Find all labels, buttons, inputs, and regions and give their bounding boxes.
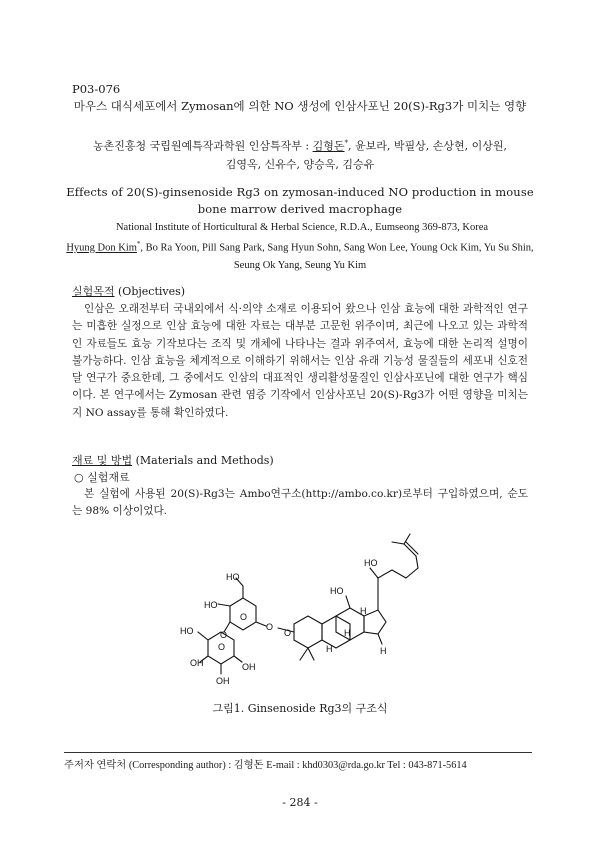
korean-other-authors: , 윤보라, 박필상, 손상현, 이상원,: [348, 139, 507, 153]
korean-authors: [62, 134, 538, 174]
label-o-link: O: [266, 622, 274, 632]
label-o-glycoside: O: [220, 630, 228, 640]
objectives-paragraph: 인삼은 오래전부터 국내외에서 식·의약 소재로 이용되어 왔으나 인삼 효능에 대한 과학적인 연구는 미흡한 실정으로 인삼 효능에 대한 자료는 대부분 고문헌 위주이며, 최근에 나오고 있는 과학적인 자료들도 효능 기작보다는 조직 및 개체에 나타나는 결과 위주여서, 효능에 대한 논리적 설명이 불가능하다. 인삼 효능을 체계적으로 이해하기 위해서는 인삼 유래 기능성 물질들의 세포내 신호전달 연구가 중요한데, 그 중에서도 인삼의 대표적인 생리활성물질인 인삼사포닌에 대한 연구가 핵심이다. 본 연구에서는 Zymosan 관련 염증 기작에서 인삼사포닌 20(S)-Rg3가 어떤 영향을 미치는지 NO assay를 통해 확인하였다.: [72, 303, 528, 419]
label-h-3: H: [326, 644, 333, 654]
english-institution: National Institute of Horticultural & Herbal Science, R.D.A., Eumseong 369-873, Korea: [115, 222, 489, 233]
materials-bullet: ○ 실험재료: [74, 471, 130, 484]
english-authors: [62, 236, 538, 274]
label-o-ring-lower: O: [218, 642, 226, 652]
materials-paragraph: 본 실험에 사용된 20(S)-Rg3는 Ambo연구소(http://ambo.co.kr)로부터 구입하였으며, 순도는 98% 이상이었다.: [72, 488, 528, 518]
label-o-aglycone: O: [284, 628, 292, 638]
korean-title: 마우스 대식세포에서 Zymosan에 의한 NO 생성에 인삼사포닌 20(S)-Rg3가 미치는 영향: [73, 99, 527, 113]
label-h-2: H: [344, 628, 351, 638]
label-oh-c: OH: [242, 662, 256, 672]
objectives-heading-korean: 실험목적: [72, 285, 115, 298]
footnote-divider: [64, 752, 532, 753]
english-other-authors: , Bo Ra Yoon, Pill Sang Park, Sang Hyun Sohn, Sang Won Lee, Young Ock Kim, Yu Su Shin, Seung Ok Yang, Seung Yu Kim: [140, 242, 534, 271]
english-corresponding-mark: *: [136, 240, 141, 248]
abstract-code: P03-076: [72, 82, 121, 96]
label-ho-left: HO: [204, 600, 218, 610]
english-title: Effects of 20(S)-ginsenoside Rg3 on zymosan-induced NO production in mouse bone marrow derived macrophage: [66, 185, 534, 216]
figure-caption: 그림1. Ginsenoside Rg3의 구조식: [212, 702, 388, 715]
english-first-author: Hyung Don Kim: [66, 242, 137, 254]
steroid-ring-a: [294, 616, 322, 648]
label-ho-top: HO: [364, 558, 378, 568]
objectives-heading-english: (Objectives): [114, 285, 186, 298]
label-ho-upper: HO: [226, 572, 240, 582]
page-number: - 284 -: [282, 796, 318, 809]
label-oh-a: OH: [190, 658, 204, 668]
label-o-ring-upper: O: [240, 612, 248, 622]
korean-authors-line2: 김영옥, 신유수, 양승옥, 김승유: [225, 157, 375, 171]
korean-first-author: 김형돈: [312, 139, 345, 153]
methods-heading: [72, 452, 274, 468]
methods-heading-english: (Materials and Methods): [132, 454, 274, 467]
steroid-ring-d: [364, 610, 386, 634]
methods-heading-korean: 재료 및 방법: [72, 454, 133, 467]
corresponding-author: 주저자 연락처 (Corresponding author) : 김형돈 E-mail : khd0303@rda.go.kr Tel : 043-871-5614: [64, 760, 467, 771]
label-ho-lower: HO: [180, 626, 194, 636]
label-h-1: H: [360, 606, 367, 616]
korean-corresponding-mark: *: [344, 139, 348, 147]
objectives-heading: [72, 283, 185, 299]
rg3-structure-diagram: [180, 528, 530, 688]
label-oh-b: OH: [216, 676, 230, 686]
label-h-4: H: [380, 646, 387, 656]
label-ho-mid: HO: [330, 586, 344, 596]
korean-affiliation: 농촌진흥청 국립원예특작과학원 인삼특작부 :: [93, 139, 313, 153]
